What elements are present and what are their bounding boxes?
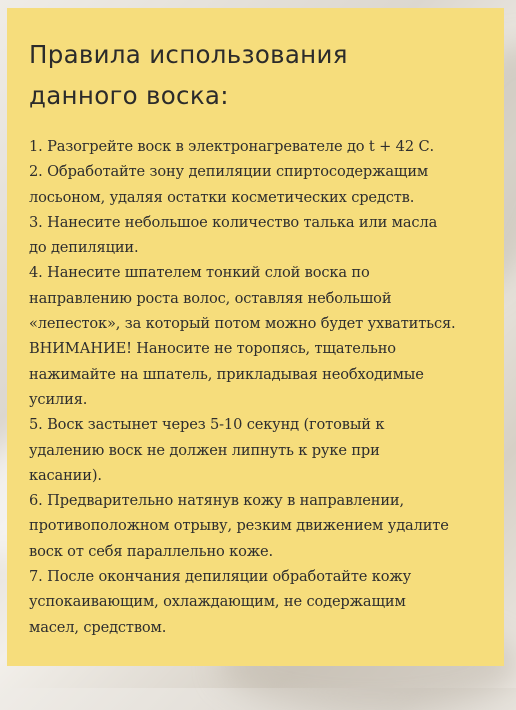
instructions-text — [29, 134, 482, 640]
instruction-line: удалению воск не должен липнуть к руке при — [29, 441, 380, 459]
instruction-line: 4. Нанесите шпателем тонкий слой воска по — [29, 264, 370, 282]
instruction-line: 6. Предварительно натянув кожу в направлении, — [29, 492, 404, 510]
instruction-line: лосьоном, удаляя остатки косметических средств. — [29, 188, 415, 206]
instruction-line: усилия. — [29, 390, 88, 408]
title-line-2: данного воска: — [29, 81, 229, 110]
instruction-line: 7. После окончания депиляции обработайте кожу — [29, 568, 412, 586]
instruction-line: «лепесток», за который потом можно будет ухватиться. — [29, 315, 456, 333]
instruction-line: ВНИМАНИЕ! Наносите не торопясь, тщательно — [29, 340, 396, 358]
card-title — [29, 34, 482, 116]
instruction-line: нажимайте на шпатель, прикладывая необходимые — [29, 365, 424, 383]
instruction-line: 2. Обработайте зону депиляции спиртосодержащим — [29, 163, 429, 181]
title-line-1: Правила использования — [29, 40, 348, 69]
instruction-card — [7, 8, 504, 666]
instruction-line: до депиляции. — [29, 239, 139, 257]
instruction-line: 1. Разогрейте воск в электронагревателе до t + 42 С. — [29, 138, 434, 155]
instruction-line: направлению роста волос, оставляя небольшой — [29, 289, 392, 307]
instruction-line: 3. Нанесите небольшое количество талька или масла — [29, 213, 438, 231]
instruction-line: масел, средством. — [29, 618, 167, 636]
instruction-line: 5. Воск застынет через 5-10 секунд (готовый к — [29, 416, 385, 434]
instruction-line: воск от себя параллельно коже. — [29, 542, 274, 560]
instruction-line: касании). — [29, 466, 102, 484]
instruction-line: успокаивающим, охлаждающим, не содержащим — [29, 593, 406, 611]
instruction-line: противоположном отрыву, резким движением удалите — [29, 517, 449, 535]
